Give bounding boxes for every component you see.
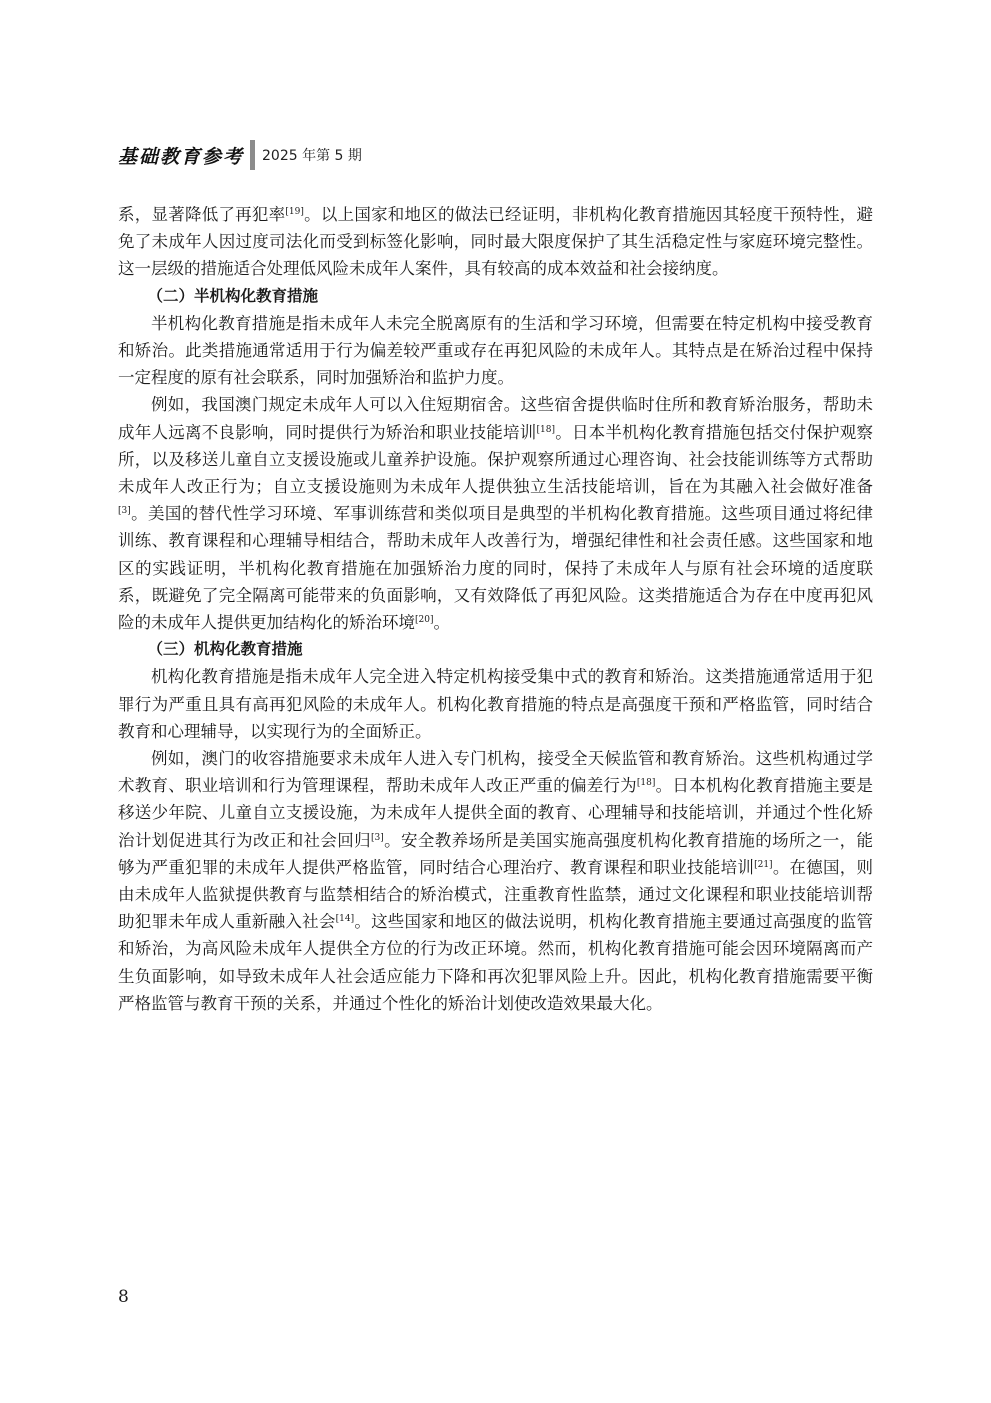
section-heading-institutional: （三）机构化教育措施 xyxy=(147,640,303,659)
text-run: 。日本机构化教育措施主要是移送少年院、儿童自立支援设施，为未成年人提供全面的教育、心理辅导和技能培训，并通过个性化矫治计划促进其行为改正和社会回归 xyxy=(118,776,874,850)
article-body xyxy=(118,201,873,1017)
citation-ref: [18] xyxy=(636,778,656,789)
citation-ref: [21] xyxy=(754,859,773,870)
paragraph: 机构化教育措施是指未成年人完全进入特定机构接受集中式的教育和矫治。这类措施通常适用于犯罪行为严重且具有高再犯风险的未成年人。机构化教育措施的特点是高强度干预和严格监管，同时结合教育和心理辅导，以实现行为的全面矫正。 xyxy=(118,667,873,741)
paragraph-continued xyxy=(118,201,873,283)
text-run: 。在德国，则由未成年人监狱提供教育与监禁相结合的矫治模式，注重教育性监禁，通过文化课程和职业技能培训帮助犯罪未年成人重新融入社会 xyxy=(118,857,874,932)
text-run: 。这些国家和地区的做法说明，机构化教育措施主要通过高强度的监管和矫治，为高风险未成年人提供全方位的行为改正环境。然而，机构化教育措施可能会因环境隔离而产生负面影响，如导致未成年人社会适应能力下降和再次犯罪风险上升。因此，机构化教育措施需要平衡严格监管与教育干预的关系，并通过个性化的矫治计划使改造效果最大化。 xyxy=(118,912,874,1013)
page-number: 8 xyxy=(118,1287,129,1307)
citation-ref: [14] xyxy=(335,914,355,925)
citation-ref: [20] xyxy=(415,615,434,626)
paragraph xyxy=(118,745,873,1017)
issue-label: 2025 年第 5 期 xyxy=(262,148,362,164)
text-run: 。 xyxy=(433,613,450,633)
header-divider-bar xyxy=(250,140,255,170)
text-run: 例如，澳门的收容措施要求未成年人进入专门机构，接受全天候监管和教育矫治。这些机构通过学术教育、职业培训和行为管理课程，帮助未成年人改正严重的偏差行为 xyxy=(118,749,873,796)
section-heading-semi-institutional: （二）半机构化教育措施 xyxy=(147,286,318,305)
paragraph: 半机构化教育措施是指未成年人未完全脱离原有的生活和学习环境，但需要在特定机构中接受教育和矫治。此类措施通常适用于行为偏差较严重或存在再犯风险的未成年人。其特点是在矫治过程中保持一定程度的原有社会联系，同时加强矫治和监护力度。 xyxy=(118,313,873,388)
citation-ref: [3] xyxy=(371,832,384,843)
text-run: 。以上国家和地区的做法已经证明，非机构化教育措施因其轻度干预特性，避免了未成年人因过度司法化而受到标签化影响，同时最大限度保护了其生活稳定性与家庭环境完整性。这一层级的措施适合处理低风险未成年人案件，具有较高的成本效益和社会接纳度。 xyxy=(118,205,874,279)
text-run: 例如，我国澳门规定未成年人可以入住短期宿舍。这些宿舍提供临时住所和教育矫治服务，帮助未成年人远离不良影响，同时提供行为矫治和职业技能培训 xyxy=(118,395,873,442)
text-run: 。美国的替代性学习环境、军事训练营和类似项目是典型的半机构化教育措施。这些项目通过将纪律训练、教育课程和心理辅导相结合，帮助未成年人改善行为，增强纪律性和社会责任感。这些国家和地区的实践证明，半机构化教育措施在加强矫治力度的同时，保持了未成年人与原有社会环境的适度联系，既避免了完全隔离可能带来的负面影响，又有效降低了再犯风险。这类措施适合为存在中度再犯风险的未成年人提供更加结构化的矫治环境 xyxy=(118,504,873,633)
paragraph xyxy=(118,391,873,636)
text-run: 。日本半机构化教育措施包括交付保护观察所，以及移送儿童自立支援设施或儿童养护设施。保护观察所通过心理咨询、社会技能训练等方式帮助未成年人改正行为；自立支援设施则为未成年人提供独立生活技能培训，旨在为其融入社会做好准备 xyxy=(118,422,874,497)
text-run: 系，显著降低了再犯率 xyxy=(118,205,286,224)
journal-name: 基础教育参考 xyxy=(118,145,245,168)
citation-ref: [19] xyxy=(285,207,304,217)
running-header xyxy=(118,140,362,170)
citation-ref: [3] xyxy=(118,506,131,517)
citation-ref: [18] xyxy=(536,424,555,435)
text-run: 。安全教养场所是美国实施高强度机构化教育措施的场所之一，能够为严重犯罪的未成年人提供严格监管，同时结合心理治疗、教育课程和职业技能培训 xyxy=(118,830,874,877)
